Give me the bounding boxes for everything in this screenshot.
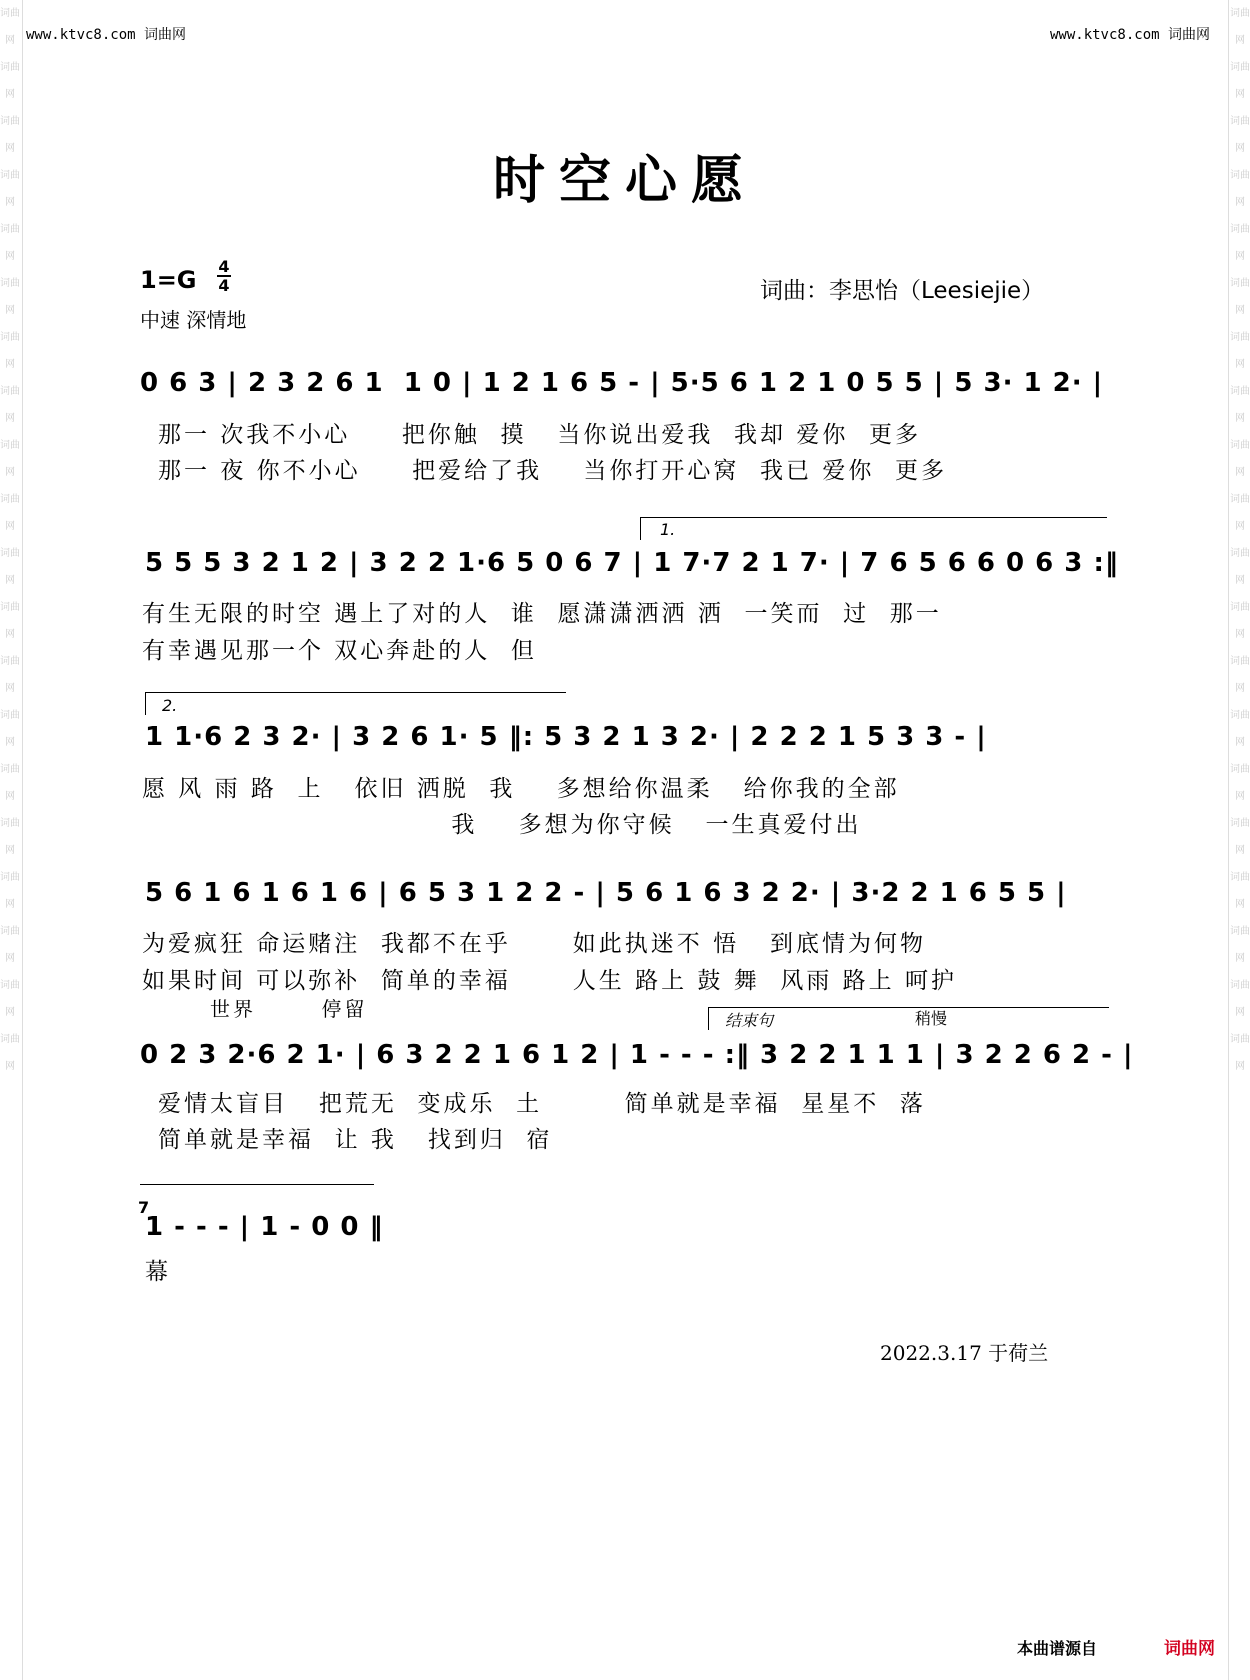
volta-bracket-2 [145, 692, 566, 715]
ending-section-label: 结束句 [725, 1011, 774, 1030]
lyric-row-6: 幕 [145, 1259, 171, 1285]
song-title: 时空心愿 [492, 150, 757, 211]
lyric-row-2-verse-1: 有生无限的时空 遇上了对的人 谁 愿潇潇洒洒 洒 一笑而 过 那一 [142, 601, 942, 627]
lyric-row-5-verse-2: 简单就是幸福 让 我 找到归 宿 [158, 1127, 553, 1153]
lyricist-composer-credit: 词曲：李思怡（Leesiejie） [760, 278, 1045, 304]
left-page-edge [22, 0, 23, 1680]
lyric-row-5-verse-1: 爱情太盲目 把荒无 变成乐 土 简单就是幸福 星星不 落 [158, 1091, 926, 1117]
notation-row-4: 5 6 1 6 1 6 1 6 | 6 5 3 1 2 2 - | 5 6 1 6 3 2 2· | 3·2 2 1 6 5 5 | [145, 878, 1067, 908]
volta-label-2: 2. [162, 696, 178, 715]
footer-source-label: 本曲谱源自 [1017, 1639, 1098, 1658]
lyric-row-3-verse-1: 愿 风 雨 路 上 依旧 洒脱 我 多想给你温柔 给你我的全部 [142, 776, 900, 802]
lyric-row-4-verse-2: 如果时间 可以弥补 简单的幸福 人生 路上 鼓 舞 风雨 路上 呵护 [142, 968, 957, 994]
notation-row-5: 0 2 3 2·6 2 1· | 6 3 2 2 1 6 1 2 | 1 - - - :‖ 3 2 2 1 1 1 | 3 2 2 6 2 - | [140, 1040, 1134, 1070]
time-signature-bottom: 4 [218, 276, 230, 295]
header-site-left[interactable]: www.ktvc8.com 词曲网 [26, 27, 187, 43]
notation-row-2: 5 5 5 3 2 1 2 | 3 2 2 1·6 5 0 6 7 | 1 7·7 2 1 7· | 7 6 5 6 6 0 6 3 :‖ [145, 548, 1119, 578]
notation-row-6: 1 - - - | 1 - 0 0 ‖ [145, 1212, 384, 1242]
lyric-row-4-extra: 世界 停留 [210, 997, 368, 1021]
lyric-row-4-verse-1: 为爱疯狂 命运赌注 我都不在乎 如此执迷不 悟 到底情为何物 [142, 931, 927, 957]
left-watermark-strip: 词曲网 词曲网 词曲网 词曲网 词曲网 词曲网 词曲网 词曲网 词曲网 词曲网 词曲网 词曲网 词曲网 词曲网 词曲网 词曲网 词曲网 词曲网 词曲网 词曲网 [0, 8, 20, 1072]
tempo-marking: 中速 深情地 [140, 308, 247, 332]
right-watermark-strip: 词曲网 词曲网 词曲网 词曲网 词曲网 词曲网 词曲网 词曲网 词曲网 词曲网 词曲网 词曲网 词曲网 词曲网 词曲网 词曲网 词曲网 词曲网 词曲网 词曲网 [1230, 8, 1250, 1072]
volta-bracket-1 [640, 517, 1107, 540]
volta-label-1: 1. [660, 520, 676, 539]
lyric-row-1-verse-2: 那一 夜 你不小心 把爱给了我 当你打开心窝 我已 爱你 更多 [158, 458, 947, 484]
lyric-row-2-verse-2: 有幸遇见那一个 双心奔赴的人 但 [142, 638, 537, 664]
notation-row-1: 0 6 3 | 2 3 2 6 1 1 0 | 1 2 1 6 5 - | 5·5 6 1 2 1 0 5 5 | 5 3· 1 2· | [140, 368, 1104, 398]
right-page-edge [1228, 0, 1229, 1680]
date-and-author: 2022.3.17 于荷兰 [880, 1341, 1049, 1365]
time-signature-top: 4 [218, 257, 230, 276]
final-tie-bracket [140, 1184, 374, 1207]
notation-row-3: 1 1·6 2 3 2· | 3 2 6 1· 5 ‖: 5 3 2 1 3 2· | 2 2 2 1 5 3 3 - | [145, 722, 987, 752]
grace-note: 7 [138, 1198, 150, 1217]
header-site-right[interactable]: www.ktvc8.com 词曲网 [1049, 27, 1210, 43]
lyric-row-1-verse-1: 那一 次我不小心 把你触 摸 当你说出爱我 我却 爱你 更多 [158, 422, 921, 448]
slower-tempo-label: 稍慢 [915, 1009, 948, 1028]
key-signature: 1=G [140, 266, 197, 294]
lyric-row-3-verse-2: 我 多想为你守候 一生真爱付出 [142, 812, 862, 838]
footer-site-logo[interactable]: 词曲网 [1164, 1639, 1215, 1659]
time-signature [217, 258, 231, 294]
